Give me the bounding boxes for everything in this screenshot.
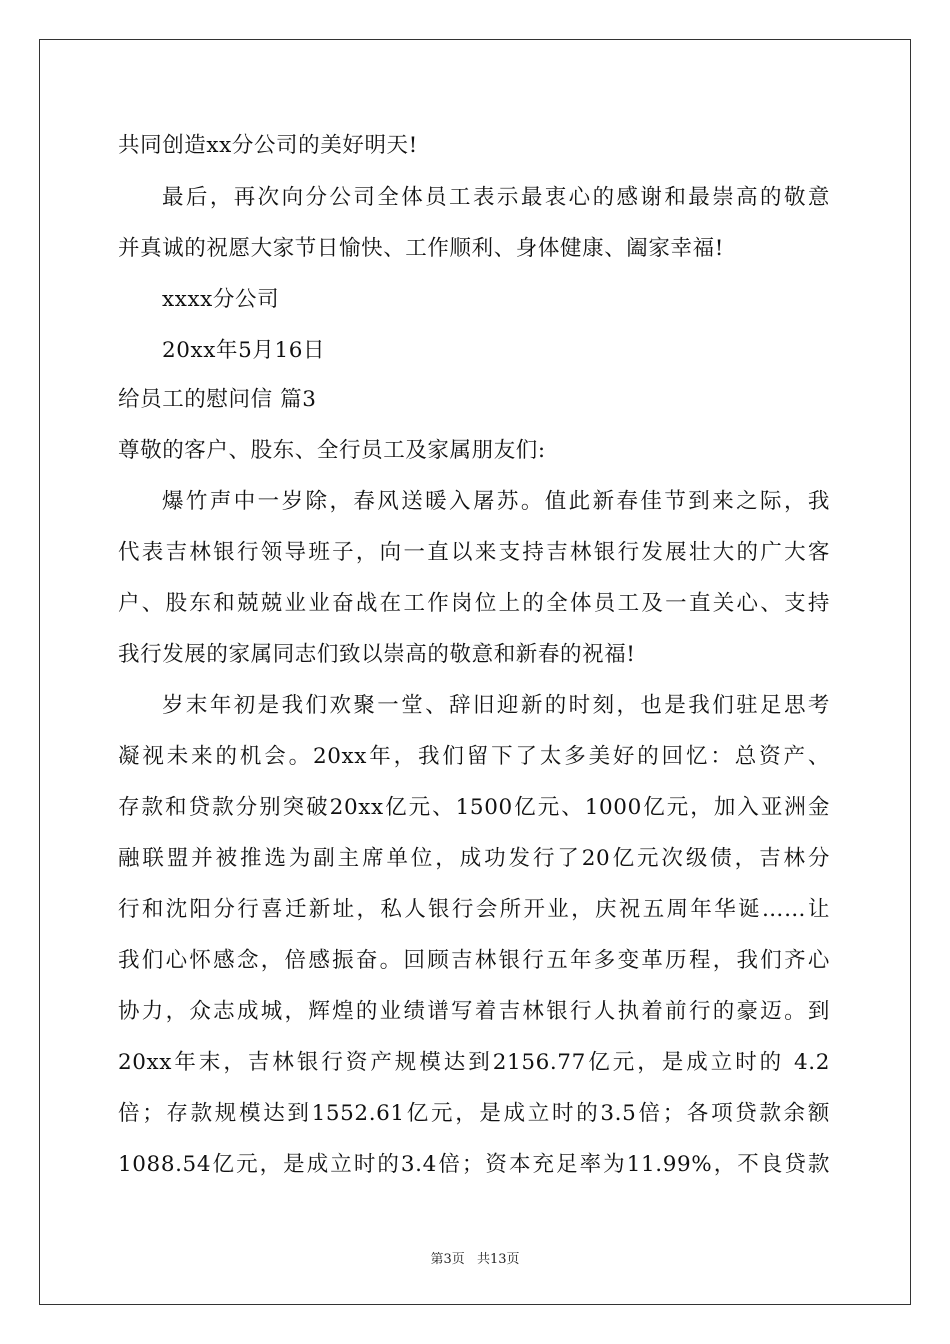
text-line: 存款和贷款分别突破20xx亿元、1500亿元、1000亿元，加入亚洲金 <box>118 795 830 820</box>
text-line: 我们心怀感念，倍感振奋。回顾吉林银行五年多变革历程，我们齐心 <box>118 948 830 973</box>
text-line: 协力，众志成城，辉煌的业绩谱写着吉林银行人执着前行的豪迈。到 <box>118 999 830 1024</box>
page-footer <box>0 1248 950 1267</box>
text-line: 融联盟并被推选为副主席单位，成功发行了20亿元次级债，吉林分 <box>118 846 830 871</box>
text-line: 户、股东和兢兢业业奋战在工作岗位上的全体员工及一直关心、支持 <box>118 591 830 616</box>
text-line: 并真诚的祝愿大家节日愉快、工作顺利、身体健康、阖家幸福! <box>118 236 724 261</box>
text-line: 凝视未来的机会。20xx年，我们留下了太多美好的回忆：总资产、 <box>118 744 830 769</box>
text-line: 岁末年初是我们欢聚一堂、辞旧迎新的时刻，也是我们驻足思考 <box>162 693 830 718</box>
text-line: 20xx年末，吉林银行资产规模达到2156.77亿元，是成立时的 4.2 <box>118 1050 830 1075</box>
text-line: 倍；存款规模达到1552.61亿元，是成立时的3.5倍；各项贷款余额 <box>118 1101 830 1126</box>
text-line: 行和沈阳分行喜迁新址，私人银行会所开业，庆祝五周年华诞……让 <box>118 897 830 922</box>
signature-date: 20xx年5月16日 <box>162 338 326 363</box>
section-title: 给员工的慰问信 篇3 <box>118 387 317 412</box>
text-line: 我行发展的家属同志们致以崇高的敬意和新春的祝福! <box>118 642 636 667</box>
salutation: 尊敬的客户、股东、全行员工及家属朋友们: <box>118 438 546 463</box>
text-line: 共同创造xx分公司的美好明天! <box>118 133 418 158</box>
text-line: 最后，再次向分公司全体员工表示最衷心的感谢和最崇高的敬意 <box>162 185 830 210</box>
text-line: 代表吉林银行领导班子，向一直以来支持吉林银行发展壮大的广大客 <box>118 540 830 565</box>
text-line: 1088.54亿元，是成立时的3.4倍；资本充足率为11.99%，不良贷款 <box>118 1152 830 1177</box>
current-page-number: 第3页 <box>430 1252 465 1267</box>
total-page-count: 共13页 <box>476 1252 520 1267</box>
signature-company: xxxx分公司 <box>162 287 280 312</box>
text-line: 爆竹声中一岁除，春风送暖入屠苏。值此新春佳节到来之际，我 <box>162 489 830 514</box>
